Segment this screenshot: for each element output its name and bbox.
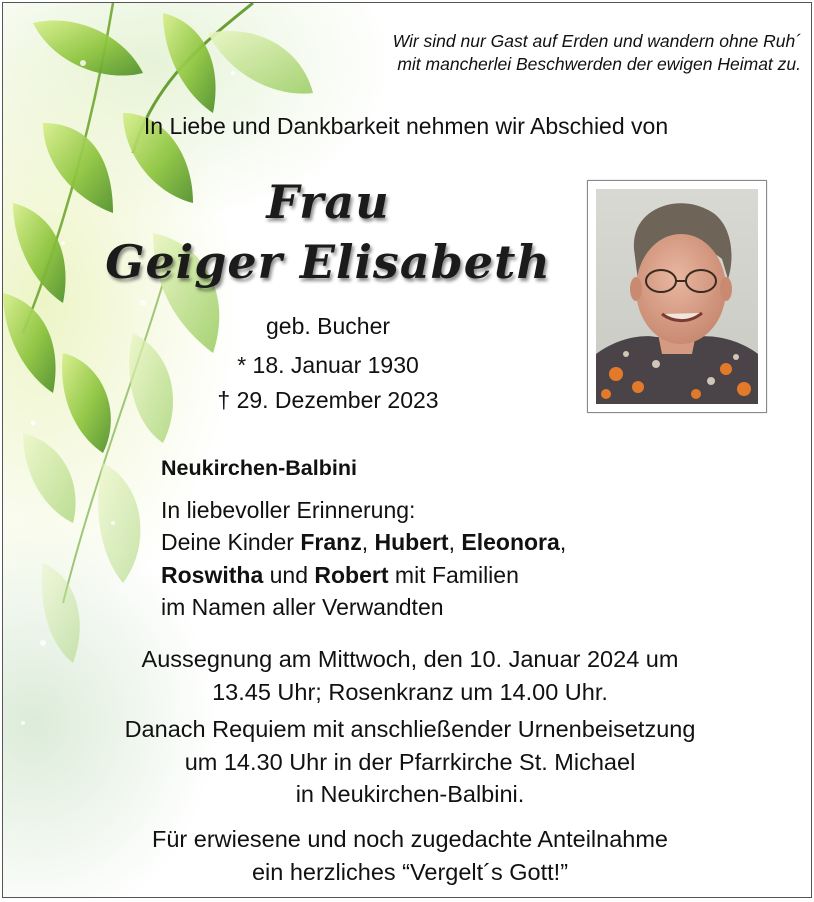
- child-name: Roswitha: [161, 562, 264, 588]
- child-name: Franz: [300, 529, 362, 555]
- thanks-line-1: Für erwiesene und noch zugedachte Anteilnahme: [151, 826, 669, 852]
- birth-date: * 18. Januar 1930: [237, 352, 419, 378]
- portrait-image: [596, 189, 758, 404]
- child-name: Robert: [314, 562, 389, 588]
- obituary-card: [2, 2, 812, 898]
- service-line-4: um 14.30 Uhr in der Pfarrkirche St. Michael: [184, 749, 636, 775]
- service-line-2: 13.45 Uhr; Rosenkranz um 14.00 Uhr.: [212, 679, 608, 705]
- remembrance-heading: In liebevoller Erinnerung:: [161, 497, 416, 523]
- separator: ,: [448, 529, 462, 555]
- service-line-3: Danach Requiem mit anschließender Urnenbeisetzung: [124, 716, 696, 742]
- separator: ,: [361, 529, 375, 555]
- children-line-2: [161, 562, 519, 589]
- child-name: Hubert: [374, 529, 449, 555]
- intro-text: In Liebe und Dankbarkeit nehmen wir Abschied von: [143, 113, 669, 139]
- place-name: Neukirchen-Balbini: [161, 456, 357, 480]
- portrait-photo: [587, 180, 767, 413]
- children-prefix: Deine Kinder: [161, 529, 301, 555]
- child-name: Eleonora: [461, 529, 560, 555]
- verse-line-1: Wir sind nur Gast auf Erden und wandern ohne Ruh´: [392, 31, 801, 51]
- families-text: mit Familien: [388, 562, 519, 588]
- conjunction: und: [263, 562, 315, 588]
- maiden-name: geb. Bucher: [265, 313, 391, 339]
- thanks-line-2: ein herzliches “Vergelt´s Gott!”: [251, 859, 569, 885]
- death-date: † 29. Dezember 2023: [217, 387, 439, 413]
- service-line-5: in Neukirchen-Balbini.: [295, 781, 525, 807]
- deceased-name: Geiger Elisabeth: [105, 235, 551, 289]
- service-line-1: Aussegnung am Mittwoch, den 10. Januar 2024 um: [141, 646, 679, 672]
- relatives-line: im Namen aller Verwandten: [161, 594, 444, 620]
- separator: ,: [559, 529, 567, 555]
- salutation: Frau: [266, 175, 390, 229]
- children-line-1: [161, 529, 566, 556]
- verse-line-2: mit mancherlei Beschwerden der ewigen Heimat zu.: [397, 54, 801, 74]
- verse: [393, 30, 801, 76]
